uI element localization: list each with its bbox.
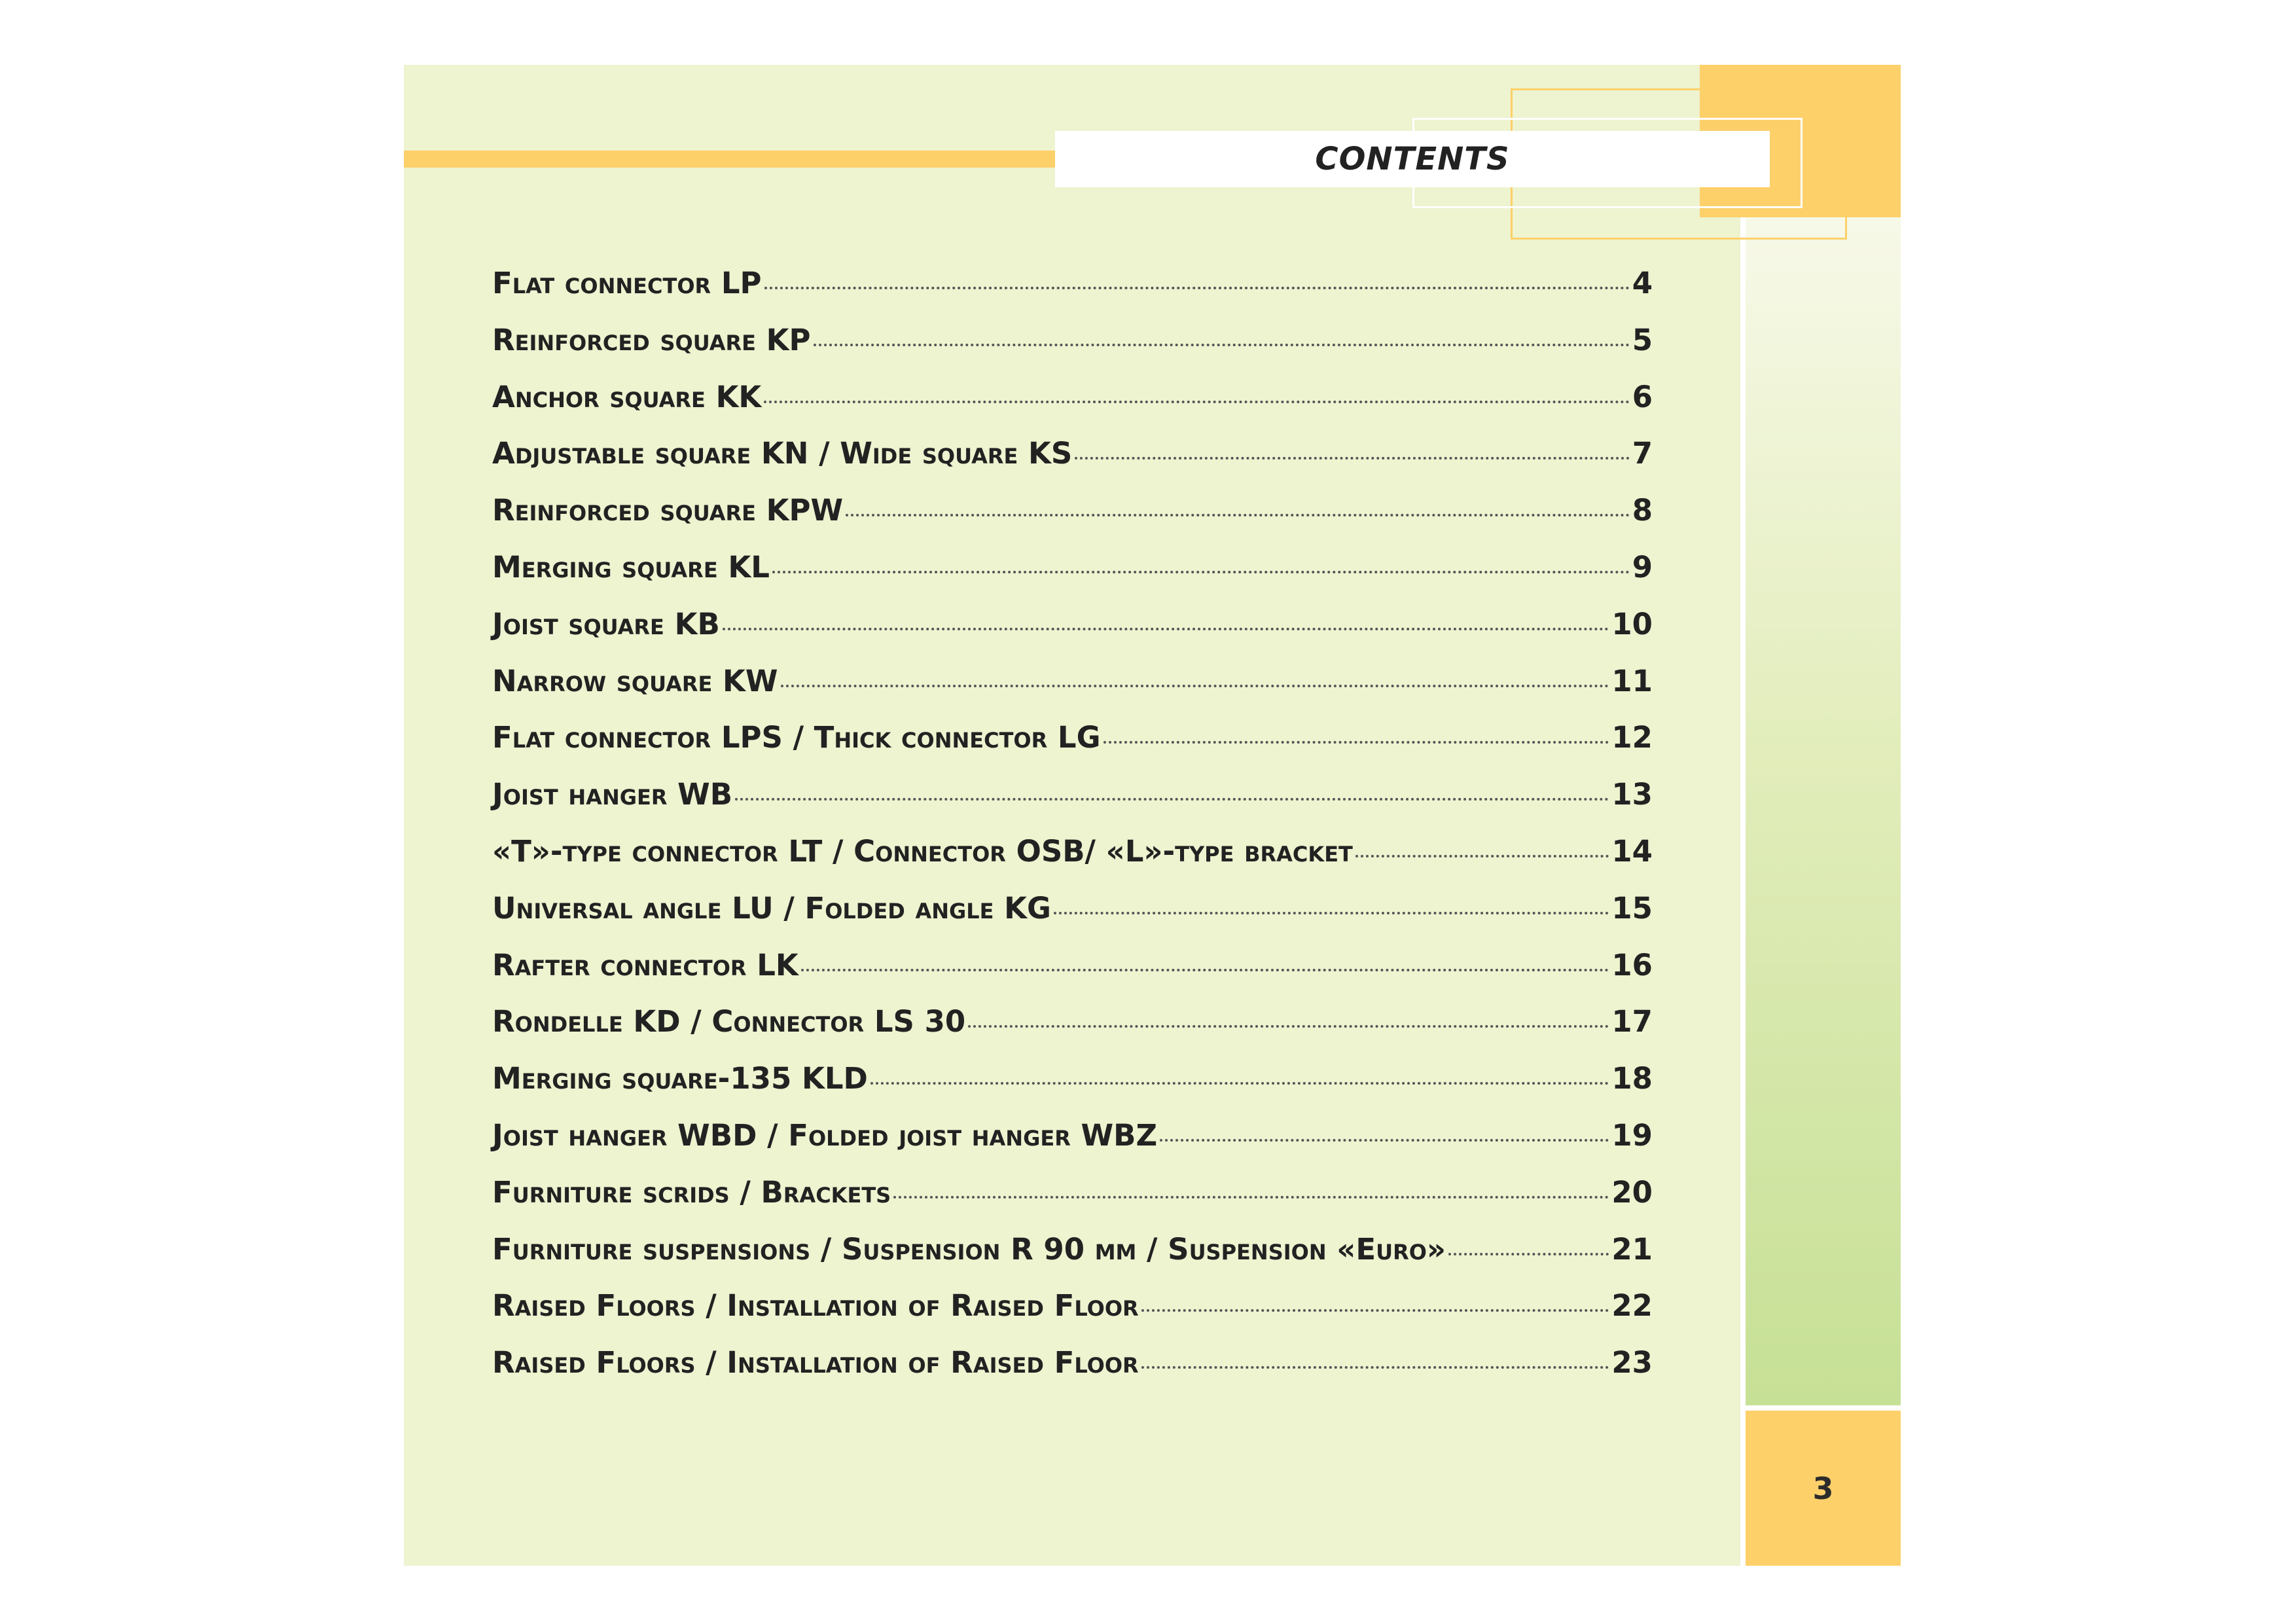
- toc-row[interactable]: [492, 607, 1653, 664]
- dot-leader: [1160, 1139, 1609, 1142]
- toc-row[interactable]: [492, 720, 1653, 777]
- toc-page-number: 8: [1632, 493, 1653, 528]
- page-number: 3: [1812, 1470, 1834, 1506]
- toc-label: Anchor square KK: [492, 379, 762, 414]
- toc-label: Flat connector LPS / Thick connector LG: [492, 720, 1101, 755]
- dot-leader: [1141, 1366, 1609, 1369]
- toc-row[interactable]: [492, 834, 1653, 891]
- toc-page-number: 4: [1632, 266, 1653, 300]
- page-number-box: [1746, 1411, 1901, 1566]
- dot-leader: [1448, 1253, 1609, 1255]
- toc-row[interactable]: [492, 1175, 1653, 1232]
- dot-leader: [870, 1082, 1609, 1085]
- dot-leader: [772, 571, 1630, 573]
- toc-label: Flat connector LP: [492, 266, 762, 300]
- toc-page-number: 20: [1611, 1174, 1653, 1210]
- toc-page-number: 6: [1632, 379, 1653, 414]
- toc-page-number: 9: [1632, 549, 1653, 585]
- toc-page-number: 19: [1611, 1117, 1653, 1153]
- dot-leader: [1141, 1309, 1609, 1312]
- toc-row[interactable]: [492, 266, 1653, 323]
- toc-label: Rafter connector LK: [492, 947, 798, 983]
- page-number-separator: [1746, 1405, 1901, 1411]
- toc-label: Reinforced square KPW: [492, 493, 844, 528]
- toc-label: Joist hanger WB: [492, 777, 733, 812]
- toc-page-number: 14: [1611, 833, 1653, 869]
- toc-label: Joist square KB: [492, 606, 720, 641]
- dot-leader: [781, 685, 1609, 687]
- toc-row[interactable]: [492, 1004, 1653, 1061]
- dot-leader: [893, 1196, 1609, 1199]
- toc-label: Merging square-135 KLD: [492, 1061, 868, 1096]
- toc-page-number: 22: [1611, 1288, 1653, 1324]
- toc-row[interactable]: [492, 664, 1653, 721]
- toc-page-number: 21: [1611, 1231, 1653, 1267]
- dot-leader: [968, 1025, 1609, 1028]
- toc-page-number: 10: [1611, 606, 1653, 641]
- table-of-contents: [492, 266, 1653, 1402]
- toc-row[interactable]: [492, 493, 1653, 550]
- toc-row[interactable]: [492, 436, 1653, 493]
- toc-row[interactable]: [492, 891, 1653, 948]
- dot-leader: [814, 344, 1630, 346]
- dot-leader: [764, 401, 1629, 403]
- toc-label: Rondelle KD / Connector LS 30: [492, 1004, 966, 1039]
- toc-label: Raised Floors / Installation of Raised Floor: [492, 1288, 1139, 1324]
- toc-label: Adjustable square KN / Wide square KS: [492, 436, 1073, 471]
- page-title: CONTENTS: [1315, 141, 1510, 177]
- toc-page-number: 16: [1611, 947, 1653, 983]
- toc-label: Furniture suspensions / Suspension R 90 mm / Suspension «Euro»: [492, 1231, 1446, 1267]
- toc-row[interactable]: [492, 323, 1653, 380]
- dot-leader: [1103, 741, 1609, 744]
- dot-leader: [801, 969, 1609, 971]
- toc-row[interactable]: [492, 380, 1653, 437]
- dot-leader: [1355, 855, 1609, 857]
- dot-leader: [1054, 912, 1609, 914]
- toc-page-number: 13: [1611, 777, 1653, 812]
- dot-leader: [735, 798, 1609, 801]
- toc-page-number: 18: [1611, 1061, 1653, 1096]
- toc-label: Joist hanger WBD / Folded joist hanger WBZ: [492, 1117, 1158, 1153]
- toc-label: Universal angle LU / Folded angle KG: [492, 890, 1051, 926]
- toc-label: Narrow square KW: [492, 663, 778, 698]
- toc-label: «T»-type connector LT / Connector OSB/ «L»-type bracket: [492, 833, 1353, 869]
- dot-leader: [764, 287, 1630, 289]
- toc-page-number: 11: [1611, 663, 1653, 698]
- toc-page-number: 7: [1632, 436, 1653, 471]
- toc-row[interactable]: [492, 550, 1653, 607]
- toc-label: Reinforced square KP: [492, 322, 811, 357]
- title-bar: [1055, 131, 1770, 187]
- dot-leader: [846, 514, 1630, 516]
- toc-page-number: 15: [1611, 890, 1653, 926]
- header-stripe: [404, 151, 1058, 168]
- toc-row[interactable]: [492, 948, 1653, 1005]
- toc-page-number: 5: [1632, 322, 1653, 357]
- dot-leader: [723, 628, 1609, 630]
- toc-label: Furniture scrids / Brackets: [492, 1174, 891, 1210]
- side-gradient-column: [1746, 217, 1901, 1405]
- toc-row[interactable]: [492, 1288, 1653, 1345]
- dot-leader: [1075, 457, 1629, 460]
- toc-label: Raised Floors / Installation of Raised Floor: [492, 1345, 1139, 1380]
- toc-label: Merging square KL: [492, 549, 770, 585]
- toc-row[interactable]: [492, 777, 1653, 834]
- toc-row[interactable]: [492, 1061, 1653, 1118]
- column-divider: [1740, 217, 1746, 1566]
- toc-row[interactable]: [492, 1232, 1653, 1289]
- toc-row[interactable]: [492, 1118, 1653, 1175]
- toc-page-number: 12: [1611, 720, 1653, 755]
- toc-page-number: 17: [1611, 1004, 1653, 1039]
- toc-row[interactable]: [492, 1345, 1653, 1402]
- toc-page-number: 23: [1611, 1345, 1653, 1380]
